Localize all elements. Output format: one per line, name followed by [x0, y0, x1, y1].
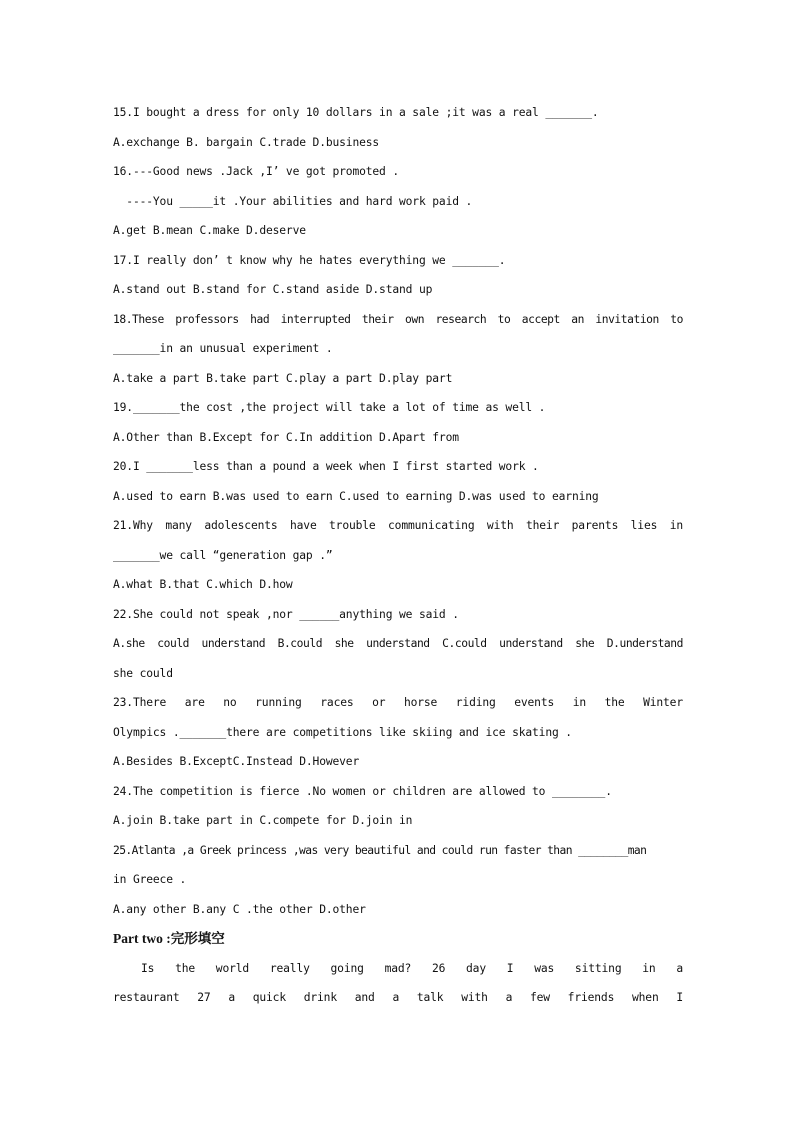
options-23: A.Besides B.ExceptC.Instead D.However: [113, 755, 360, 768]
question-21-cont: _______we call “generation gap .”: [113, 548, 333, 562]
options-25: A.any other B.any C .the other D.other: [113, 902, 366, 916]
question-20: 20.I _______less than a pound a week when I first started work .: [113, 460, 539, 473]
question-16-reply: ----You _____it .Your abilities and hard work paid .: [113, 194, 473, 208]
passage-line-2: restaurant 27 a quick drink and a talk with a few friends when I: [113, 991, 683, 1004]
question-18-cont: _______in an unusual experiment .: [113, 342, 333, 355]
question-25-cont: in Greece .: [113, 873, 187, 886]
options-22-cont: she could: [113, 666, 173, 680]
options-17: A.stand out B.stand for C.stand aside D.stand up: [113, 283, 433, 296]
question-24: 24.The competition is fierce .No women or children are allowed to ________.: [113, 784, 612, 798]
options-16: A.get B.mean C.make D.deserve: [113, 224, 306, 237]
question-25: 25.Atlanta ,a Greek princess ,was very beautiful and could run faster than ________man: [113, 843, 647, 857]
options-22: A.she could understand B.could she understand C.could understand she D.understand: [113, 637, 683, 650]
question-18: 18.These professors had interrupted their own research to accept an invitation to: [113, 312, 683, 326]
section-heading: Part two :完形填空: [113, 931, 225, 946]
question-22: 22.She could not speak ,nor ______anything we said .: [113, 607, 459, 621]
question-19: 19._______the cost ,the project will take a lot of time as well .: [113, 401, 546, 414]
options-21: A.what B.that C.which D.how: [113, 578, 293, 591]
options-20: A.used to earn B.was used to earn C.used to earning D.was used to earning: [113, 489, 599, 503]
question-23: 23.There are no running races or horse riding events in the Winter: [113, 696, 683, 709]
options-19: A.Other than B.Except for C.In addition D.Apart from: [113, 430, 459, 444]
options-18: A.take a part B.take part C.play a part D.play part: [113, 371, 453, 385]
options-15: A.exchange B. bargain C.trade D.business: [113, 135, 380, 149]
question-21: 21.Why many adolescents have trouble communicating with their parents lies in: [113, 519, 683, 532]
passage-line-1: Is the world really going mad? 26 day I was sitting in a: [141, 961, 683, 975]
options-24: A.join B.take part in C.compete for D.join in: [113, 814, 413, 827]
question-16: 16.---Good news .Jack ,I’ ve got promoted .: [113, 165, 400, 178]
question-15: 15.I bought a dress for only 10 dollars in a sale ;it was a real _______.: [113, 106, 599, 119]
question-23-cont: Olympics ._______there are competitions like skiing and ice skating .: [113, 725, 572, 739]
document-body: [113, 98, 683, 1013]
question-17: 17.I really don’ t know why he hates everything we _______.: [113, 253, 506, 267]
